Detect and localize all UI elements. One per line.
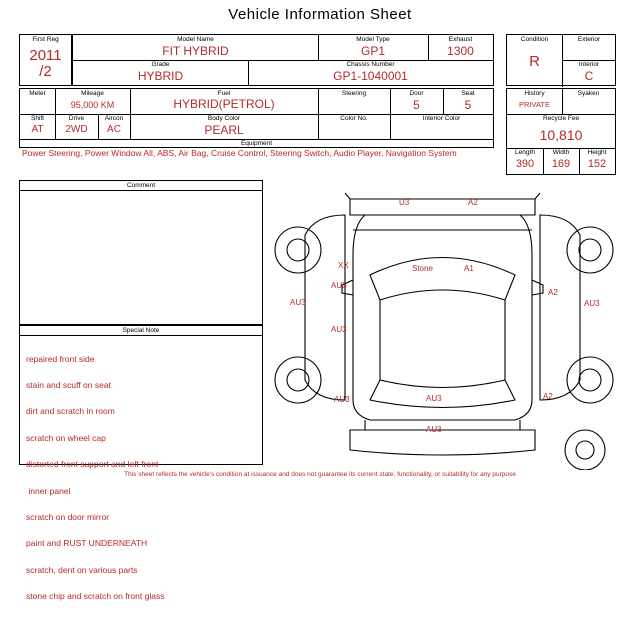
- recycle-fee-value: 10,810: [539, 127, 583, 143]
- diagram-mark-au3: AU3: [426, 425, 442, 434]
- history-value: PRIVATE: [519, 100, 550, 109]
- diagram-mark-stone: Stone: [412, 264, 433, 273]
- diagram-right-side: [540, 215, 580, 400]
- diagram-left-side: [305, 215, 345, 400]
- model-type-label: Model Type: [356, 36, 390, 43]
- meter-label: Meter: [29, 90, 46, 97]
- special-note-line: scratch, dent on various parts: [26, 564, 138, 575]
- special-note-line: dirt and scratch in room: [26, 406, 115, 417]
- width-label: Width: [552, 149, 570, 156]
- special-note-line: repaired front side: [26, 353, 95, 364]
- divider: [20, 335, 262, 336]
- color-no-label: Color No.: [340, 115, 368, 122]
- mileage-label: Mileage: [81, 90, 104, 97]
- steering-label: Steering: [341, 90, 367, 97]
- interior-label: Interior: [578, 61, 600, 68]
- grade-label: Grade: [151, 61, 170, 68]
- diagram-mark-a1: A1: [464, 264, 474, 273]
- aircon-value: AC: [107, 124, 121, 135]
- wheel-rear-left: [275, 357, 321, 403]
- history-label: History: [524, 90, 545, 97]
- diagram-rear-bumper: [350, 430, 535, 455]
- body-color-label: Body Color: [207, 115, 241, 122]
- model-name-label: Model Name: [177, 36, 214, 43]
- special-note-line: stain and scuff on seat: [26, 379, 111, 390]
- width-value: 169: [551, 158, 571, 170]
- mileage-value: 95,000 KM: [70, 100, 115, 110]
- grade-value: HYBRID: [137, 69, 184, 83]
- diagram-rear-window: [370, 380, 515, 408]
- model-type-value: GP1: [360, 44, 385, 58]
- diagram-mark-au3: AU3: [331, 281, 347, 290]
- exterior-label: Exterior: [577, 36, 601, 43]
- first-reg-month: /2: [39, 63, 52, 80]
- special-note-line: paint and RUST UNDERNEATH: [26, 538, 148, 549]
- special-note-box: [19, 325, 263, 602]
- special-note-line: distorted front support and left front: [26, 459, 159, 470]
- length-label: Length: [515, 149, 535, 156]
- diagram-mark-au3: AU3: [426, 394, 442, 403]
- special-note-line: inner panel: [26, 485, 71, 496]
- diagram-mark-a2: A2: [548, 288, 558, 297]
- diagram-mark-a2: A2: [543, 392, 553, 401]
- car-diagram: [270, 185, 615, 470]
- diagram-windshield: [370, 258, 515, 301]
- special-note-line: scratch on wheel cap: [26, 432, 106, 443]
- interior-color-label: Interior Color: [422, 115, 461, 122]
- condition-label: Condition: [520, 36, 549, 43]
- condition-block: [506, 34, 616, 86]
- comment-label: Comment: [126, 182, 156, 189]
- disclaimer: This sheet reflects the vehicle's condition at issuance and does not guarantee its current state, functionality, or suitability for any purpose: [124, 471, 516, 478]
- body-color-value: PEARL: [204, 123, 244, 137]
- exhaust-label: Exhaust: [448, 36, 473, 43]
- door-label: Door: [409, 90, 424, 97]
- first-reg-cell: [19, 34, 72, 86]
- diagram-mark-au3: AU3: [290, 298, 306, 307]
- height-label: Height: [587, 149, 607, 156]
- seat-value: 5: [464, 98, 472, 112]
- diagram-mark-a2: A2: [468, 198, 478, 207]
- syaken-label: Syaken: [577, 90, 600, 97]
- fuel-label: Fuel: [217, 90, 231, 97]
- wheel-rear-right: [567, 357, 613, 403]
- chassis-value: GP1-1040001: [333, 69, 408, 83]
- page-title: Vehicle Information Sheet: [228, 6, 412, 23]
- drive-value: 2WD: [65, 124, 88, 135]
- diagram-mark-au3: AU3: [334, 395, 350, 404]
- diagram-mark-au3: AU3: [584, 299, 600, 308]
- model-name-value: FIT HYBRID: [162, 44, 229, 58]
- special-note-line: scratch on door mirror: [26, 511, 110, 522]
- seat-label: Seat: [461, 90, 475, 97]
- recycle-fee-label: Recycle Fee: [542, 115, 580, 122]
- divider: [20, 190, 262, 191]
- condition-value: R: [529, 53, 540, 70]
- fuel-value: HYBRID(PETROL): [173, 97, 275, 111]
- equipment-label: Equipment: [240, 140, 273, 147]
- spare-wheel: [565, 430, 605, 470]
- drive-label: Drive: [68, 115, 85, 122]
- specs-block: [19, 88, 494, 148]
- interior-value: C: [584, 69, 594, 83]
- model-info-block: [72, 34, 494, 86]
- history-block: [506, 88, 616, 175]
- door-value: 5: [413, 98, 420, 112]
- special-note-line: stone chip and scratch on front glass: [26, 591, 165, 602]
- equipment-text: Power Steering, Power Window All, ABS, Air Bag, Cruise Control, Steering Switch, Audio Player, Navigation System: [22, 148, 457, 158]
- special-note-label: Special Note: [122, 327, 160, 334]
- length-value: 390: [515, 158, 535, 170]
- wheel-front-left: [275, 227, 321, 273]
- diagram-mark-au3: AU3: [331, 325, 347, 334]
- aircon-label: Aircon: [104, 115, 124, 122]
- first-reg-year: 2011: [29, 47, 62, 64]
- shift-value: AT: [31, 124, 44, 135]
- diagram-roof-top: [350, 199, 535, 215]
- wheel-front-right: [567, 227, 613, 273]
- shift-label: Shift: [30, 115, 44, 122]
- chassis-label: Chassis Number: [346, 61, 395, 68]
- comment-box: [19, 180, 263, 325]
- diagram-mark-u3: U3: [399, 198, 410, 207]
- first-reg-label: First Reg: [32, 36, 59, 43]
- height-value: 152: [587, 158, 607, 170]
- exhaust-value: 1300: [447, 44, 474, 58]
- diagram-mark-xx: XX: [338, 261, 349, 270]
